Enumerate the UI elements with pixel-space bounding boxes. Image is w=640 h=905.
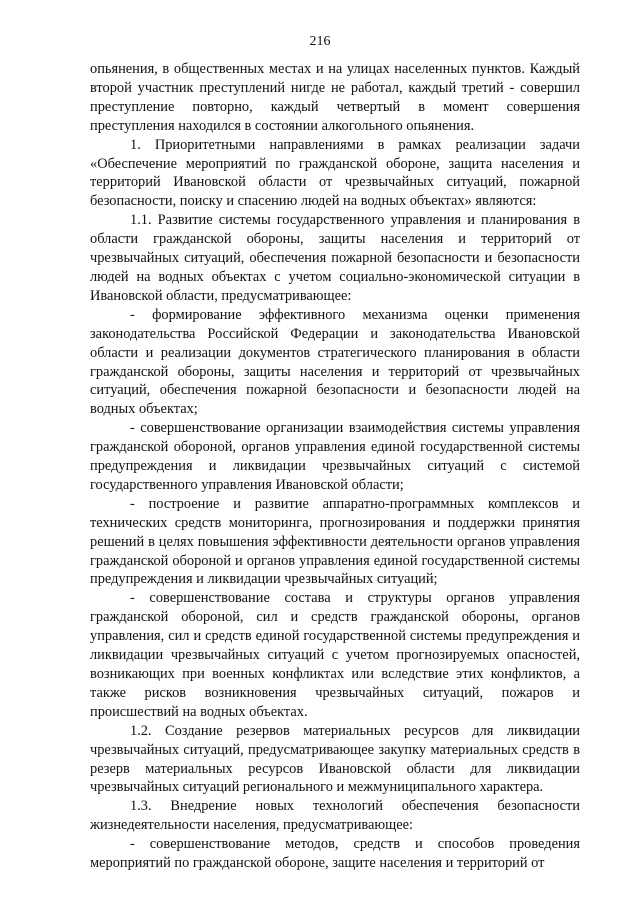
- paragraph: 1.3. Внедрение новых технологий обеспечения безопасности жизнедеятельности населения, предусматривающее:: [90, 798, 580, 834]
- paragraph: 1.1. Развитие системы государственного управления и планирования в области гражданской обороны, защиты населения и территорий от чрезвычайных ситуаций, обеспечения пожарной безопасности и безопасности людей на водных объектах с учетом социально-экономической ситуации в Ивановской области, предусматривающее:: [90, 212, 580, 304]
- list-item: - совершенствование состава и структуры органов управления гражданской обороной, сил и средств гражданской обороны, органов управления, сил и средств единой государственной системы предупреждения и ликвидации чрезвычайных ситуаций с учетом прогнозируемых опасностей, возникающих при военных конфликтах или вследствие этих конфликтов, а также рисков возникновения чрезвычайных ситуаций, пожаров и происшествий на водных объектах.: [90, 590, 580, 720]
- paragraph: 1. Приоритетными направлениями в рамках реализации задачи «Обеспечение мероприятий по гражданской обороне, защита населения и территорий Ивановской области от чрезвычайных ситуаций, пожарной безопасности, поиску и спасению людей на водных объектах» являются:: [90, 136, 580, 210]
- paragraph: опьянения, в общественных местах и на улицах населенных пунктов. Каждый второй участник преступлений нигде не работал, каждый третий - совершил преступление повторно, каждый четвертый в момент совершения преступления находился в состоянии алкогольного опьянения.: [90, 61, 580, 134]
- page-number: 216: [309, 34, 331, 49]
- document-body: [90, 60, 580, 873]
- list-item: - формирование эффективного механизма оценки применения законодательства Российской Федерации и законодательства Ивановской области и реализации документов стратегического планирования в области гражданской обороны, защиты населения и территорий от чрезвычайных ситуаций, обеспечения пожарной безопасности и безопасности людей на водных объектах;: [90, 306, 580, 418]
- list-item: - совершенствование организации взаимодействия системы управления гражданской обороной, органов управления единой государственной системы предупреждения и ликвидации чрезвычайных ситуаций с системой государственного управления Ивановской области;: [90, 420, 580, 493]
- list-item: - совершенствование методов, средств и способов проведения мероприятий по гражданской обороне, защите населения и территорий от: [90, 836, 580, 872]
- list-item: - построение и развитие аппаратно-программных комплексов и технических средств мониторинга, прогнозирования и поддержки принятия решений в целях повышения эффективности деятельности органов управления гражданской обороной и органов управления единой государственной системы предупреждения и ликвидации чрезвычайных ситуаций;: [90, 495, 580, 588]
- paragraph: 1.2. Создание резервов материальных ресурсов для ликвидации чрезвычайных ситуаций, предусматривающее закупку материальных средств в резерв материальных ресурсов Ивановской области для ликвидации чрезвычайных ситуаций регионального и межмуниципального характера.: [90, 722, 580, 796]
